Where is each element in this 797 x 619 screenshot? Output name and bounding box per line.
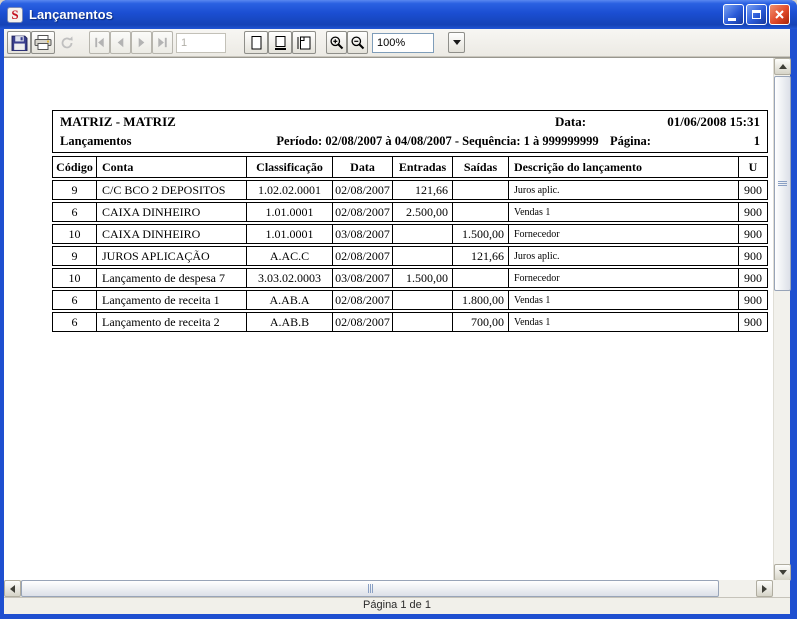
column-header: Entradas	[392, 157, 452, 177]
maximize-icon	[752, 10, 761, 19]
close-icon	[774, 9, 785, 20]
app-logo-icon: S	[7, 7, 23, 23]
company-name: MATRIZ - MATRIZ	[60, 114, 176, 129]
scroll-up-button[interactable]	[774, 58, 791, 75]
zoom-in-button[interactable]	[326, 31, 347, 54]
report-viewport	[4, 57, 790, 580]
table-cell: JUROS APLICAÇÃO	[96, 247, 246, 265]
maximize-button[interactable]	[746, 4, 767, 25]
scroll-left-button[interactable]	[4, 580, 21, 597]
table-cell: 03/08/2007	[332, 269, 392, 287]
table-row	[52, 290, 768, 310]
minimize-button[interactable]	[723, 4, 744, 25]
table-cell: 900	[738, 291, 767, 309]
vertical-scrollbar-thumb[interactable]	[774, 76, 791, 291]
horizontal-scrollbar-thumb[interactable]	[21, 580, 719, 597]
table-cell	[452, 203, 508, 221]
date-label: Data:	[555, 114, 587, 129]
column-header: Código	[56, 159, 93, 174]
status-bar	[4, 597, 790, 614]
table-cell: 02/08/2007	[332, 313, 392, 331]
whole-page-button[interactable]	[244, 31, 268, 54]
table-cell: A.AB.A	[246, 291, 332, 309]
page-number-input[interactable]	[176, 33, 226, 53]
table-cell: 1.500,00	[392, 269, 452, 287]
page-width-icon	[272, 35, 288, 51]
table-cell: 1.01.0001	[246, 225, 332, 243]
table-cell: 900	[738, 225, 767, 243]
table-cell: Lançamento de receita 2	[96, 313, 246, 331]
previous-page-button[interactable]	[110, 31, 131, 54]
refresh-icon	[59, 35, 75, 51]
arrow-up-icon	[779, 64, 787, 69]
table-cell: 700,00	[452, 313, 508, 331]
table-cell: 900	[738, 203, 767, 221]
table-cell: 02/08/2007	[332, 203, 392, 221]
last-page-button[interactable]	[152, 31, 173, 54]
first-page-icon	[92, 35, 107, 50]
table-cell: A.AC.C	[246, 247, 332, 265]
column-header: Classificação	[246, 157, 332, 177]
table-cell: 10	[68, 226, 81, 241]
table-cell: Vendas 1	[508, 313, 738, 331]
table-cell: 900	[738, 181, 767, 199]
table-cell: 9	[71, 182, 78, 197]
table-cell: 2.500,00	[392, 203, 452, 221]
table-cell: 3.03.02.0003	[246, 269, 332, 287]
scroll-down-button[interactable]	[774, 564, 791, 581]
report-header-box	[52, 110, 768, 153]
table-cell: Vendas 1	[508, 203, 738, 221]
table-cell: A.AB.B	[246, 313, 332, 331]
print-button[interactable]	[31, 31, 55, 54]
status-page-indicator: Página 1 de 1	[363, 599, 431, 611]
table-cell: Juros aplic.	[508, 247, 738, 265]
report-title: Lançamentos	[60, 134, 132, 148]
table-cell: 6	[71, 292, 78, 307]
column-header: Saídas	[452, 157, 508, 177]
table-cell: 02/08/2007	[332, 181, 392, 199]
table-row	[52, 268, 768, 288]
column-header: U	[738, 157, 767, 177]
table-cell: 02/08/2007	[332, 291, 392, 309]
arrow-right-icon	[762, 585, 767, 593]
print-icon	[34, 34, 52, 51]
period-sequence: Período: 02/08/2007 à 04/08/2007 - Sequência: 1 à 999999999	[276, 134, 599, 148]
table-cell: Fornecedor	[508, 225, 738, 243]
dropdown-arrow-icon	[453, 40, 461, 45]
zoom-in-icon	[329, 35, 345, 51]
table-cell: 121,66	[452, 247, 508, 265]
window-title: Lançamentos	[29, 7, 113, 22]
table-cell: Lançamento de despesa 7	[96, 269, 246, 287]
table-cell: 900	[738, 247, 767, 265]
table-cell: 03/08/2007	[332, 225, 392, 243]
arrow-left-icon	[10, 585, 15, 593]
next-page-button[interactable]	[131, 31, 152, 54]
table-cell	[452, 269, 508, 287]
previous-page-icon	[113, 35, 128, 50]
toolbar	[4, 29, 790, 57]
table-cell: 6	[71, 314, 78, 329]
table-cell: C/C BCO 2 DEPOSITOS	[96, 181, 246, 199]
table-cell: Lançamento de receita 1	[96, 291, 246, 309]
zoom-dropdown-button[interactable]	[448, 32, 465, 53]
horizontal-scrollbar[interactable]	[4, 580, 773, 597]
table-cell: Vendas 1	[508, 291, 738, 309]
table-row	[52, 180, 768, 200]
multiple-pages-button[interactable]	[292, 31, 316, 54]
table-row	[52, 312, 768, 332]
minimize-icon	[728, 18, 736, 21]
table-cell	[392, 291, 452, 309]
table-cell: 02/08/2007	[332, 247, 392, 265]
save-button[interactable]	[7, 31, 31, 54]
table-cell: 900	[738, 269, 767, 287]
table-cell: 121,66	[392, 181, 452, 199]
first-page-button[interactable]	[89, 31, 110, 54]
scroll-right-button[interactable]	[756, 580, 773, 597]
report-page	[4, 58, 773, 580]
vertical-scrollbar[interactable]	[773, 58, 790, 581]
page-number-value: 1	[753, 134, 760, 148]
page-width-button[interactable]	[268, 31, 292, 54]
refresh-button[interactable]	[55, 31, 79, 54]
save-icon	[11, 34, 28, 51]
table-cell: CAIXA DINHEIRO	[96, 203, 246, 221]
table-row	[52, 202, 768, 222]
next-page-icon	[134, 35, 149, 50]
table-cell: Juros aplic.	[508, 181, 738, 199]
table-cell: 1.500,00	[452, 225, 508, 243]
table-row	[52, 246, 768, 266]
table-cell	[392, 225, 452, 243]
table-cell: 10	[68, 270, 81, 285]
table-cell: 900	[738, 313, 767, 331]
scrollbar-grip-icon	[368, 584, 369, 593]
table-cell: 6	[71, 204, 78, 219]
scrollbar-grip-icon	[778, 181, 787, 182]
table-cell: 1.01.0001	[246, 203, 332, 221]
close-button[interactable]	[769, 4, 790, 25]
last-page-icon	[155, 35, 170, 50]
table-row	[52, 224, 768, 244]
column-header: Descrição do lançamento	[508, 157, 738, 177]
column-header: Data	[332, 157, 392, 177]
scrollbar-corner	[773, 580, 790, 597]
report-table	[52, 156, 768, 332]
date-value: 01/06/2008 15:31	[667, 114, 760, 129]
whole-page-icon	[248, 35, 264, 51]
titlebar[interactable]	[0, 0, 797, 29]
table-cell: 9	[71, 248, 78, 263]
table-cell: 1.02.02.0001	[246, 181, 332, 199]
zoom-out-button[interactable]	[347, 31, 368, 54]
table-cell: CAIXA DINHEIRO	[96, 225, 246, 243]
table-cell	[452, 181, 508, 199]
table-cell: 1.800,00	[452, 291, 508, 309]
table-cell: Fornecedor	[508, 269, 738, 287]
zoom-level-input[interactable]	[372, 33, 434, 53]
table-header-row	[52, 156, 768, 178]
zoom-out-icon	[350, 35, 366, 51]
page-label: Página:	[610, 134, 651, 148]
report-table-body	[52, 180, 768, 332]
multiple-pages-icon	[296, 35, 312, 51]
table-cell	[392, 247, 452, 265]
arrow-down-icon	[779, 570, 787, 575]
table-cell	[392, 313, 452, 331]
column-header: Conta	[96, 157, 246, 177]
